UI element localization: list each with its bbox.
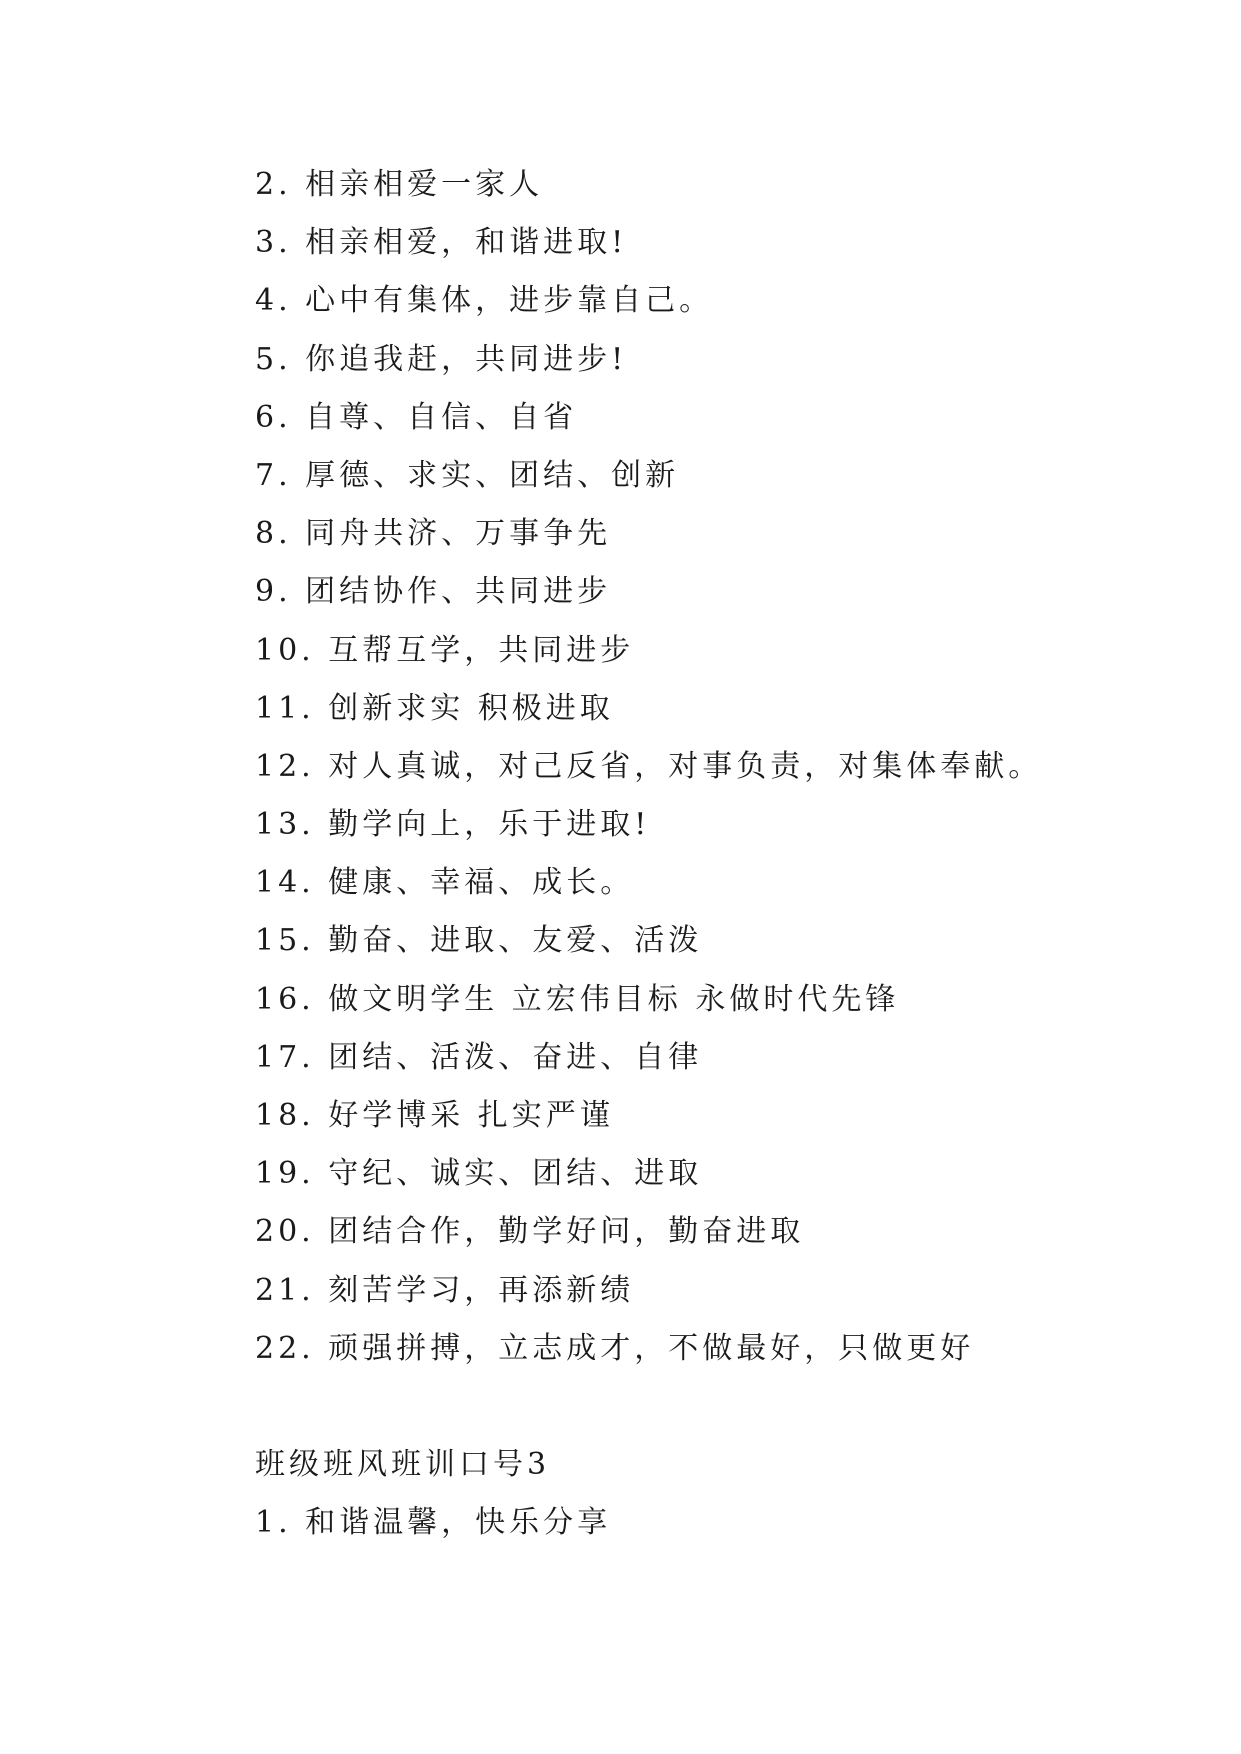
list-item: 7. 厚德、求实、团结、创新	[255, 457, 680, 493]
list-item: 19. 守纪、诚实、团结、进取	[255, 1156, 703, 1192]
list-item: 8. 同舟共济、万事争先	[255, 516, 612, 552]
list-item: 1. 和谐温馨，快乐分享	[255, 1505, 612, 1541]
list-item: 10. 互帮互学，共同进步	[255, 632, 635, 668]
list-item: 15. 勤奋、进取、友爱、活泼	[255, 923, 703, 959]
list-item: 17. 团结、活泼、奋进、自律	[255, 1039, 703, 1075]
list-item: 11. 创新求实 积极进取	[255, 690, 614, 726]
list-item: 4. 心中有集体，进步靠自己。	[255, 283, 714, 319]
paragraph-spacer	[255, 1378, 1155, 1436]
list-item: 9. 团结协作、共同进步	[255, 574, 612, 610]
list-item: 3. 相亲相爱，和谐进取!	[255, 225, 628, 261]
list-item: 12. 对人真诚，对己反省，对事负责，对集体奉献。	[255, 748, 1043, 784]
list-item: 5. 你追我赶，共同进步!	[255, 341, 628, 377]
list-item: 18. 好学博采 扎实严谨	[255, 1098, 614, 1133]
list-item: 22. 顽强拼搏，立志成才，不做最好，只做更好	[255, 1330, 975, 1366]
document-page	[255, 156, 1155, 1553]
list-item: 21. 刻苦学习，再添新绩	[255, 1272, 635, 1308]
list-item: 2. 相亲相爱一家人	[255, 167, 544, 202]
list-item: 13. 勤学向上，乐于进取!	[255, 807, 651, 843]
section-heading: 班级班风班训口号3	[255, 1447, 551, 1483]
list-item: 16. 做文明学生 立宏伟目标 永做时代先锋	[255, 981, 900, 1017]
list-item: 20. 团结合作，勤学好问，勤奋进取	[255, 1214, 805, 1250]
list-item: 14. 健康、幸福、成长。	[255, 865, 635, 901]
list-item: 6. 自尊、自信、自省	[255, 399, 578, 435]
